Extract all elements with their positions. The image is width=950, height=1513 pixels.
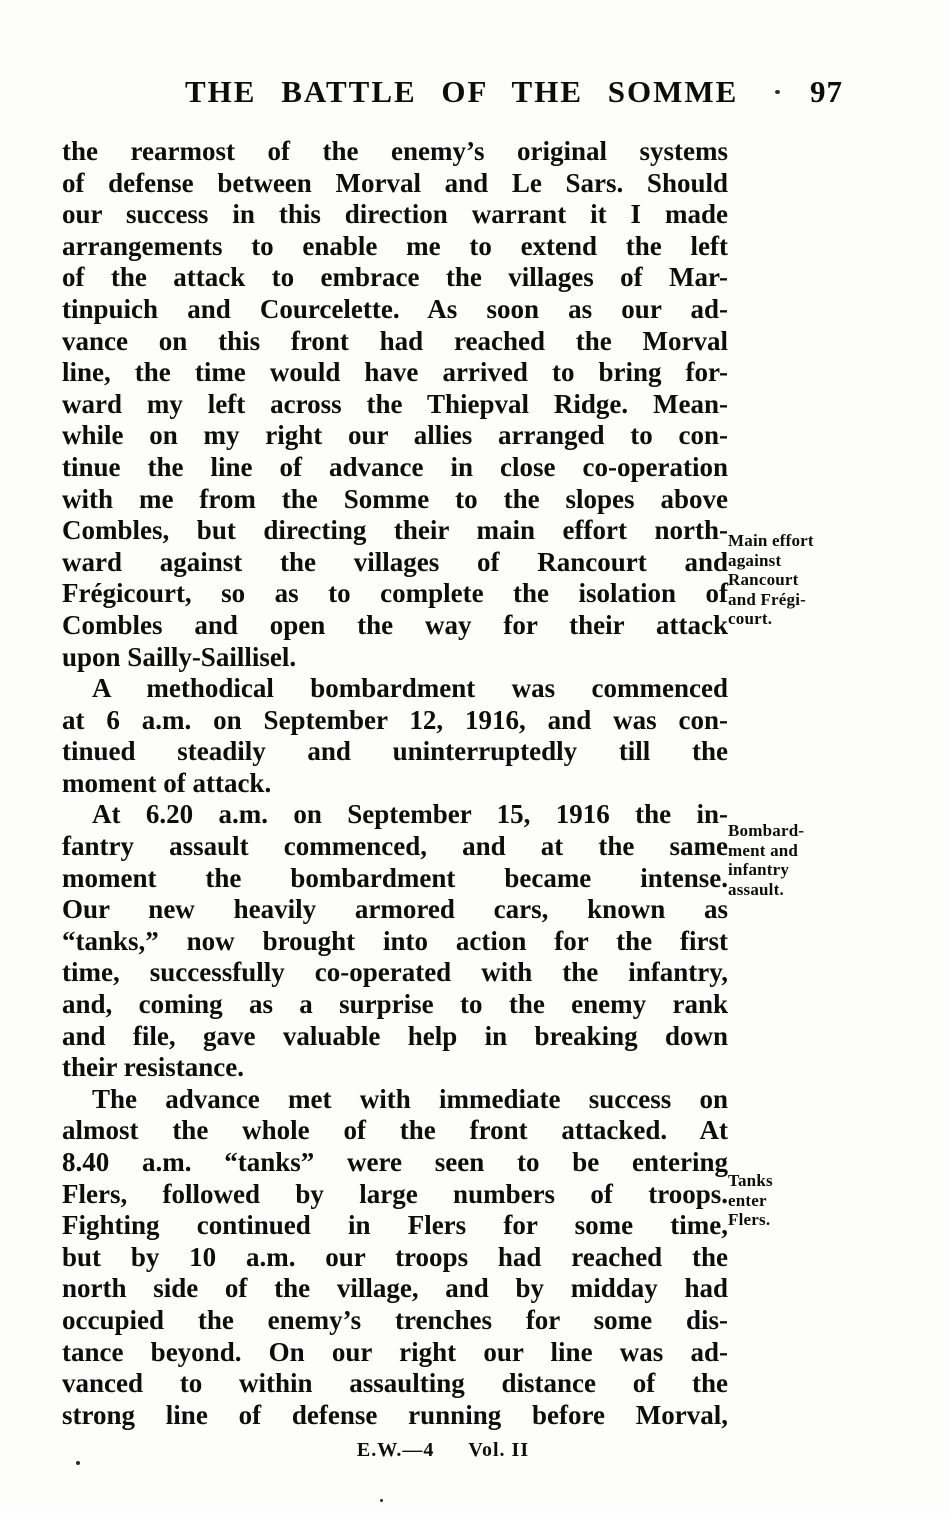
ink-speck	[775, 90, 780, 94]
margin-note-line: assault.	[728, 879, 784, 899]
body-line: fantry assault commenced, and at the same	[62, 831, 728, 862]
body-line: Frégicourt, so as to complete the isolation of	[62, 578, 728, 609]
body-line: and file, gave valuable help in breaking down	[62, 1020, 728, 1051]
body-line: Fighting continued in Flers for some time,	[62, 1210, 728, 1241]
body-line: strong line of defense running before Morval,	[62, 1399, 728, 1430]
body-line: line, the time would have arrived to bring for-	[62, 357, 728, 388]
body-line: Combles and open the way for their attack	[62, 609, 728, 640]
body-line: vance on this front had reached the Morval	[62, 325, 728, 356]
body-line: “tanks,” now brought into action for the first	[62, 925, 728, 956]
body-line: tinue the line of advance in close co-operation	[62, 451, 728, 482]
margin-note-line: Bombard-	[728, 821, 805, 840]
margin-note	[728, 821, 893, 899]
body-line: Combles, but directing their main effort north-	[62, 515, 728, 546]
margin-note-line: Flers.	[728, 1210, 771, 1229]
body-line: time, successfully co-operated with the infantry,	[62, 957, 728, 988]
body-line: ward against the villages of Rancourt and	[62, 546, 728, 577]
body-line: while on my right our allies arranged to con-	[62, 420, 728, 451]
body-line: tance beyond. On our right our line was ad-	[62, 1336, 728, 1367]
margin-note-line: against	[728, 550, 782, 570]
body-line: and, coming as a surprise to the enemy rank	[62, 989, 728, 1020]
margin-note-line: enter	[728, 1190, 767, 1210]
margin-note-line: infantry	[728, 860, 790, 879]
body-line: moment the bombardment became intense.	[62, 862, 728, 893]
body-line: moment of attack.	[62, 767, 272, 798]
ink-speck	[76, 1461, 80, 1465]
body-line: Our new heavily armored cars, known as	[62, 894, 728, 925]
body-line: At 6.20 a.m. on September 15, 1916 the in-	[92, 799, 728, 830]
margin-note-line: ment and	[728, 840, 799, 860]
body-line: occupied the enemy’s trenches for some dis-	[62, 1304, 728, 1335]
footer-signature: E.W.—4	[356, 1439, 435, 1461]
body-line: of defense between Morval and Le Sars. Should	[62, 167, 728, 198]
body-line: A methodical bombardment was commenced	[92, 673, 728, 704]
body-line: the rearmost of the enemy’s original systems	[62, 136, 728, 166]
margin-note-line: court.	[728, 609, 773, 628]
body-line: tinued steadily and uninterruptedly till the	[62, 736, 728, 767]
page-title: THE BATTLE OF THE SOMME	[185, 74, 739, 109]
margin-note-line: Tanks	[728, 1171, 773, 1190]
body-line: north side of the village, and by midday had	[62, 1273, 728, 1304]
body-line: with me from the Somme to the slopes above	[62, 483, 728, 514]
footer	[357, 1439, 529, 1462]
body-line: tinpuich and Courcelette. As soon as our ad-	[62, 293, 728, 324]
body-line: Flers, followed by large numbers of troops.	[62, 1178, 728, 1209]
body-line: of the attack to embrace the villages of Mar-	[62, 262, 728, 293]
body-line: vanced to within assaulting distance of the	[62, 1368, 728, 1399]
body-line: almost the whole of the front attacked. At	[62, 1115, 728, 1146]
body-text-column	[62, 136, 728, 1431]
footer-volume: Vol. II	[468, 1439, 530, 1461]
body-line: but by 10 a.m. our troops had reached the	[62, 1241, 728, 1272]
margin-note-line: and Frégi-	[728, 589, 807, 609]
ink-speck	[380, 1499, 383, 1502]
margin-note-line: Rancourt	[728, 570, 799, 589]
body-line: our success in this direction warrant it I made	[62, 199, 728, 230]
body-line: 8.40 a.m. “tanks” were seen to be entering	[62, 1147, 728, 1177]
page-number: 97	[810, 74, 843, 109]
margin-note-line: Main effort	[728, 531, 814, 550]
body-line: their resistance.	[62, 1052, 244, 1083]
margin-note	[728, 531, 893, 629]
body-line: upon Sailly-Saillisel.	[62, 641, 297, 672]
body-line: ward my left across the Thiepval Ridge. Mean-	[62, 388, 728, 419]
body-line: The advance met with immediate success on	[92, 1083, 728, 1114]
body-line: arrangements to enable me to extend the left	[62, 230, 728, 261]
margin-note	[728, 1171, 893, 1230]
body-line: at 6 a.m. on September 12, 1916, and was con-	[62, 704, 728, 735]
